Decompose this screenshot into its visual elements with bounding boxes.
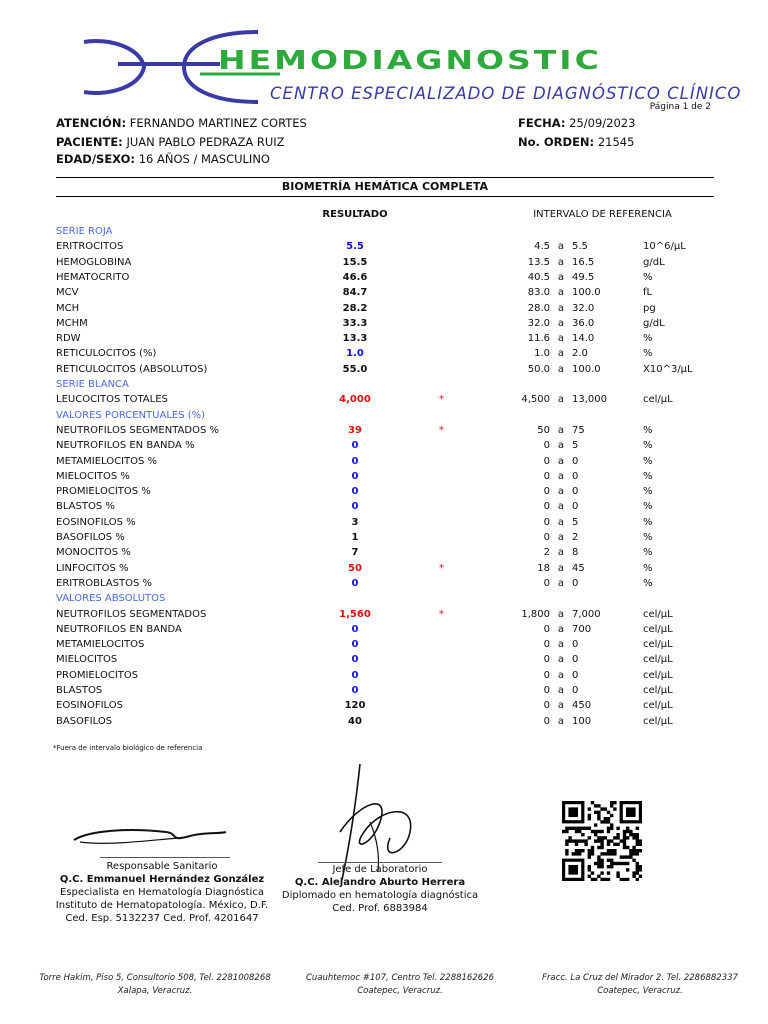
date-line [518,116,635,130]
test-result: 3 [351,516,359,528]
reference-separator: a [557,394,565,406]
qr-code-icon [562,801,642,881]
date-value: 25/09/2023 [569,116,636,130]
reference-low: 18 [537,562,550,574]
reference-separator: a [557,669,565,681]
reference-low: 1,800 [521,608,550,620]
reference-high: 0 [572,654,579,666]
test-name: MIELOCITOS % [56,470,130,482]
reference-separator: a [557,608,565,620]
table-row [0,394,768,409]
reference-high: 8 [572,547,579,559]
table-row [0,348,768,363]
test-name: NEUTROFILOS SEGMENTADOS [56,608,207,620]
reference-high: 0 [572,669,579,681]
test-name: BLASTOS [56,685,103,696]
test-name: LINFOCITOS % [56,562,129,574]
section-label: SERIE ROJA [56,226,113,237]
test-name: ERITROCITOS [56,241,124,253]
test-unit: % [643,333,653,345]
reference-low: 0 [543,486,550,498]
test-name: MIELOCITOS [56,654,118,666]
signature-2-name: Q.C. Alejandro Aburto Herrera [294,877,466,888]
age-label: EDAD/SEXO: [56,152,136,166]
table-row [0,654,768,669]
reference-high: 32.0 [572,302,595,314]
signature-1-line [100,857,230,858]
test-unit: cel/µL [643,623,673,635]
test-name: EOSINOFILOS [56,700,123,712]
order-label: No. ORDEN: [518,135,595,149]
report-title: BIOMETRÍA HEMÁTICA COMPLETA [281,180,489,193]
test-name: RETICULOCITOS (%) [56,348,157,360]
test-unit: cel/µL [643,715,673,727]
test-result: 0 [351,639,359,651]
test-result: 0 [351,654,359,666]
reference-low: 50.0 [527,363,550,375]
address-2-line1: Cuauhtemoc #107, Centro Tel. 2288162626 [306,973,494,983]
signature-1-name: Q.C. Emmanuel Hernández González [59,874,265,885]
test-unit: % [643,486,653,498]
test-result: 0 [351,685,359,696]
attention-label: ATENCIÓN: [56,116,127,130]
test-name: HEMATOCRITO [56,271,130,283]
reference-high: 450 [572,700,592,712]
reference-low: 4,500 [521,394,550,406]
reference-low: 4.5 [534,241,550,253]
test-name: BASOFILOS [56,715,113,727]
test-unit: % [643,516,653,528]
test-unit: % [643,348,653,360]
reference-high: 45 [572,562,585,574]
reference-separator: a [557,302,565,314]
reference-high: 2.0 [572,348,588,360]
test-result: 5.5 [346,241,364,253]
signature-1-icon [70,822,230,848]
reference-high: 0 [572,639,579,651]
test-name: EOSINOFILOS % [56,516,136,528]
address-3-line2: Coatepec, Veracruz. [597,986,683,996]
test-name: METAMIELOCITOS % [56,455,158,467]
reference-high: 0 [572,486,579,498]
order-value: 21545 [597,135,635,149]
signature-1-line1: Especialista en Hematología Diagnóstica [60,887,264,898]
test-name: RETICULOCITOS (ABSOLUTOS) [56,363,208,375]
brand-name: HEMODIAGNOSTIC [218,45,602,76]
test-result: 40 [348,715,362,727]
table-row [0,532,768,547]
reference-high: 13,000 [572,394,607,406]
table-row [0,456,768,471]
reference-high: 75 [572,424,585,436]
age-value: 16 AÑOS / MASCULINO [138,152,270,166]
reference-high: 16.5 [572,256,595,268]
table-row [0,639,768,654]
patient-line [56,135,285,149]
test-unit: g/dL [643,256,665,268]
signature-1-role: Responsable Sanitario [106,861,218,872]
test-name: PROMIELOCITOS % [56,486,151,498]
test-name: LEUCOCITOS TOTALES [56,394,168,406]
section-label: VALORES PORCENTUALES (%) [56,409,206,421]
table-row [0,578,768,593]
brand-tagline: CENTRO ESPECIALIZADO DE DIAGNÓSTICO CLÍNICO [270,84,742,103]
reference-low: 0 [543,654,550,666]
reference-separator: a [557,486,565,498]
address-1 [20,972,290,998]
test-unit: X10^3/µL [643,363,693,375]
reference-separator: a [557,547,565,559]
test-result: 15.5 [342,256,368,268]
reference-high: 49.5 [572,271,595,283]
test-unit: cel/µL [643,654,673,666]
signature-2-role: Jefe de Laboratorio [332,864,428,875]
reference-separator: a [557,424,565,436]
reference-high: 5 [572,516,579,528]
attention-line [56,116,307,130]
test-unit: % [643,440,653,452]
test-name: PROMIELOCITOS [56,669,139,681]
test-result: 0 [351,669,359,681]
section-label: SERIE BLANCA [56,379,129,390]
reference-low: 1.0 [534,348,550,360]
test-result: 50 [348,562,362,574]
table-row [0,517,768,532]
reference-low: 0 [543,700,550,712]
test-unit: g/dL [643,317,665,329]
footnote: *Fuera de intervalo biológico de referencia [53,744,203,752]
test-unit: cel/µL [643,639,673,651]
reference-low: 0 [543,470,550,482]
test-name: NEUTROFILOS EN BANDA [56,623,182,635]
test-result: 1 [351,532,359,543]
reference-separator: a [557,455,565,467]
table-row [0,318,768,333]
address-1-line2: Xalapa, Veracruz. [117,986,193,996]
test-unit: % [643,577,653,589]
test-unit: cel/µL [643,608,673,620]
table-row [0,563,768,578]
table-row [0,685,768,700]
column-header-result: RESULTADO [322,209,388,220]
test-name: MONOCITOS % [56,547,131,559]
reference-separator: a [557,685,565,696]
reference-high: 7,000 [572,608,601,620]
table-row [0,303,768,318]
order-line [518,135,634,149]
section-header [0,410,768,425]
test-result: 120 [344,700,366,712]
test-unit: cel/µL [643,700,673,712]
reference-low: 0 [543,455,550,467]
reference-separator: a [557,623,565,635]
table-row [0,272,768,287]
reference-high: 5 [572,440,579,452]
reference-separator: a [557,501,565,513]
test-unit: % [643,470,653,482]
test-unit: pg [643,302,656,314]
test-unit: % [643,547,653,559]
reference-low: 11.6 [527,333,550,345]
reference-low: 0 [543,516,550,528]
test-name: BLASTOS % [56,501,115,513]
reference-low: 50 [537,424,550,436]
reference-low: 0 [543,669,550,681]
divider-top [56,177,714,178]
reference-separator: a [557,639,565,651]
reference-separator: a [557,348,565,360]
test-unit: % [643,455,653,467]
table-row [0,670,768,685]
table-row [0,333,768,348]
test-name: MCV [56,287,79,299]
test-result: 7 [351,547,359,559]
reference-separator: a [557,287,565,299]
reference-high: 0 [572,455,579,467]
test-result: 55.0 [342,363,368,375]
reference-low: 0 [543,501,550,513]
signature-1-line3: Ced. Esp. 5132237 Ced. Prof. 4201647 [65,913,259,924]
reference-low: 0 [543,715,550,727]
signature-2-line2: Ced. Prof. 6883984 [332,903,428,914]
reference-separator: a [557,470,565,482]
section-label: VALORES ABSOLUTOS [56,593,166,605]
test-unit: % [643,501,653,513]
test-name: MCH [56,302,80,314]
test-result: 84.7 [342,287,368,299]
reference-high: 0 [572,577,579,589]
table-row [0,716,768,731]
reference-low: 2 [543,547,550,559]
test-result: 0 [351,577,359,589]
test-unit: % [643,424,653,436]
section-header [0,593,768,608]
test-result: 4,000 [339,394,371,406]
reference-low: 0 [543,623,550,635]
reference-high: 36.0 [572,317,595,329]
table-row [0,547,768,562]
test-result: 39 [348,424,362,436]
test-unit: cel/µL [643,685,673,696]
test-name: NEUTROFILOS EN BANDA % [56,440,195,452]
reference-separator: a [557,700,565,712]
reference-separator: a [557,317,565,329]
signature-1-line2: Instituto de Hematopatología. México, D.F. [55,900,269,911]
reference-low: 0 [543,532,550,543]
section-header [0,226,768,241]
table-row [0,471,768,486]
out-of-range-flag: * [439,608,444,620]
test-name: METAMIELOCITOS [56,639,145,651]
test-result: 0 [351,501,359,513]
reference-separator: a [557,440,565,452]
reference-low: 0 [543,440,550,452]
reference-high: 100 [572,715,592,727]
table-row [0,624,768,639]
test-name: NEUTROFILOS SEGMENTADOS % [56,424,219,436]
reference-low: 40.5 [527,271,550,283]
test-result: 0 [351,455,359,467]
page-number: Página 1 de 2 [649,102,711,112]
table-row [0,257,768,272]
test-unit: cel/µL [643,669,673,681]
test-result: 33.3 [342,317,368,329]
table-row [0,501,768,516]
table-row [0,287,768,302]
divider-bottom [56,196,714,197]
age-line [56,152,270,166]
reference-separator: a [557,715,565,727]
test-name: ERITROBLASTOS % [56,577,153,589]
address-3 [520,972,760,998]
reference-high: 2 [572,532,579,543]
signature-block-2 [264,863,496,915]
table-row [0,364,768,379]
section-header [0,379,768,394]
test-unit: cel/µL [643,394,673,406]
reference-separator: a [557,256,565,268]
table-row [0,609,768,624]
reference-low: 28.0 [527,302,550,314]
reference-high: 14.0 [572,333,595,345]
test-unit: % [643,562,653,574]
reference-separator: a [557,532,565,543]
reference-low: 0 [543,639,550,651]
address-1-line1: Torre Hakim, Piso 5, Consultorio 508, Tel. 2281008268 [39,973,271,983]
test-unit: fL [643,287,653,299]
out-of-range-flag: * [439,562,444,574]
reference-separator: a [557,562,565,574]
reference-high: 0 [572,501,579,513]
table-row [0,486,768,501]
table-row [0,241,768,256]
reference-high: 0 [572,470,579,482]
out-of-range-flag: * [439,394,444,406]
test-result: 28.2 [342,302,368,314]
reference-separator: a [557,516,565,528]
table-row [0,440,768,455]
attention-value: FERNANDO MARTINEZ CORTES [129,116,307,130]
reference-high: 100.0 [572,287,601,299]
reference-separator: a [557,333,565,345]
reference-high: 0 [572,685,579,696]
test-result: 46.6 [342,271,368,283]
test-result: 1.0 [346,348,364,360]
test-unit: % [643,532,653,543]
address-2-line2: Coatepec, Veracruz. [357,986,443,996]
test-result: 0 [351,470,359,482]
table-row [0,700,768,715]
test-result: 1,560 [339,608,371,620]
date-label: FECHA: [518,116,566,130]
reference-separator: a [557,241,565,253]
test-unit: % [643,271,653,283]
patient-value: JUAN PABLO PEDRAZA RUIZ [126,135,285,149]
reference-high: 100.0 [572,363,601,375]
test-unit: 10^6/µL [643,241,686,253]
reference-low: 83.0 [527,287,550,299]
reference-high: 5.5 [572,241,588,253]
reference-separator: a [557,577,565,589]
reference-low: 0 [543,685,550,696]
column-header-reference: INTERVALO DE REFERENCIA [533,209,672,220]
address-2 [290,972,510,998]
reference-low: 32.0 [527,317,550,329]
reference-low: 13.5 [527,256,550,268]
reference-separator: a [557,363,565,375]
test-name: HEMOGLOBINA [56,256,132,268]
test-result: 0 [351,440,359,452]
patient-label: PACIENTE: [56,135,123,149]
test-result: 0 [351,623,359,635]
test-name: RDW [56,333,81,345]
test-name: BASOFILOS % [56,532,125,543]
reference-separator: a [557,654,565,666]
test-result: 13.3 [342,333,368,345]
signature-block-1 [40,860,284,925]
signature-2-line1: Diplomado en hematología diagnóstica [281,890,479,901]
test-result: 0 [351,486,359,498]
out-of-range-flag: * [439,424,444,436]
test-name: MCHM [56,317,88,329]
address-3-line1: Fracc. La Cruz del Mirador 2. Tel. 2286882337 [542,973,738,983]
reference-separator: a [557,271,565,283]
reference-low: 0 [543,577,550,589]
reference-high: 700 [572,623,592,635]
table-row [0,425,768,440]
